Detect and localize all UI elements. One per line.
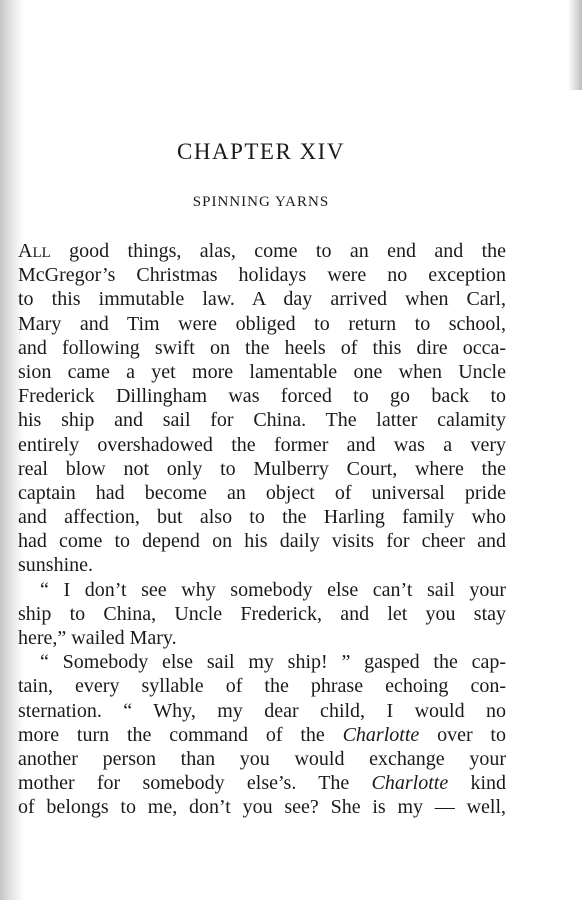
text-line: here,” wailed Mary. xyxy=(18,627,177,649)
ship-name: Charlotte xyxy=(342,723,420,746)
text-line: sternation. “ Why, my dear child, I would no xyxy=(18,699,506,722)
text-line: real blow not only to Mulberry Court, where the xyxy=(18,457,506,480)
text-line: Frederick Dillingham was forced to go back to xyxy=(18,385,506,408)
text-line: sunshine. xyxy=(18,554,93,577)
body-text xyxy=(18,239,506,820)
text-line: had come to depend on his daily visits for cheer and xyxy=(18,530,506,553)
page-edge-shadow xyxy=(568,0,582,90)
text-line xyxy=(18,771,506,795)
small-caps-text: LL xyxy=(32,245,51,261)
text-line: entirely overshadowed the former and was a very xyxy=(18,433,506,456)
text-line: and affection, but also to the Harling family who xyxy=(18,506,506,529)
text-line: “ I don’t see why somebody else can’t sail your xyxy=(40,578,506,601)
dropcap-letter: A xyxy=(18,240,33,262)
text-line: to this immutable law. A day arrived when Carl, xyxy=(18,288,506,311)
text-line: Mary and Tim were obliged to return to school, xyxy=(18,312,506,335)
line-text: over to xyxy=(419,723,506,746)
text-line: his ship and sail for China. The latter calamity xyxy=(18,409,506,432)
text-line: tain, every syllable of the phrase echoing con- xyxy=(18,675,506,698)
text-line: McGregor’s Christmas holidays were no exception xyxy=(18,264,506,287)
line-text: good things, alas, come to an end and the xyxy=(50,240,506,262)
text-line: ship to China, Uncle Frederick, and let you stay xyxy=(18,602,506,625)
ship-name: Charlotte xyxy=(371,772,449,795)
text-line: sion came a yet more lamentable one when Uncle xyxy=(18,360,506,383)
chapter-subtitle: SPINNING YARNS xyxy=(192,194,330,210)
text-line: captain had become an object of universal pride xyxy=(18,481,506,504)
text-line xyxy=(18,239,506,263)
line-text: more turn the command of the xyxy=(18,723,343,746)
line-text: mother for somebody else’s. The xyxy=(18,772,372,795)
text-line: of belongs to me, don’t you see? She is my — well, xyxy=(18,796,506,819)
line-text: kind xyxy=(448,772,506,795)
chapter-title: CHAPTER XIV xyxy=(177,139,345,164)
text-line: another person than you would exchange your xyxy=(18,747,506,770)
text-line xyxy=(18,723,506,747)
text-line: and following swift on the heels of this dire occa- xyxy=(18,336,506,359)
text-line: “ Somebody else sail my ship! ” gasped the cap- xyxy=(40,651,506,674)
